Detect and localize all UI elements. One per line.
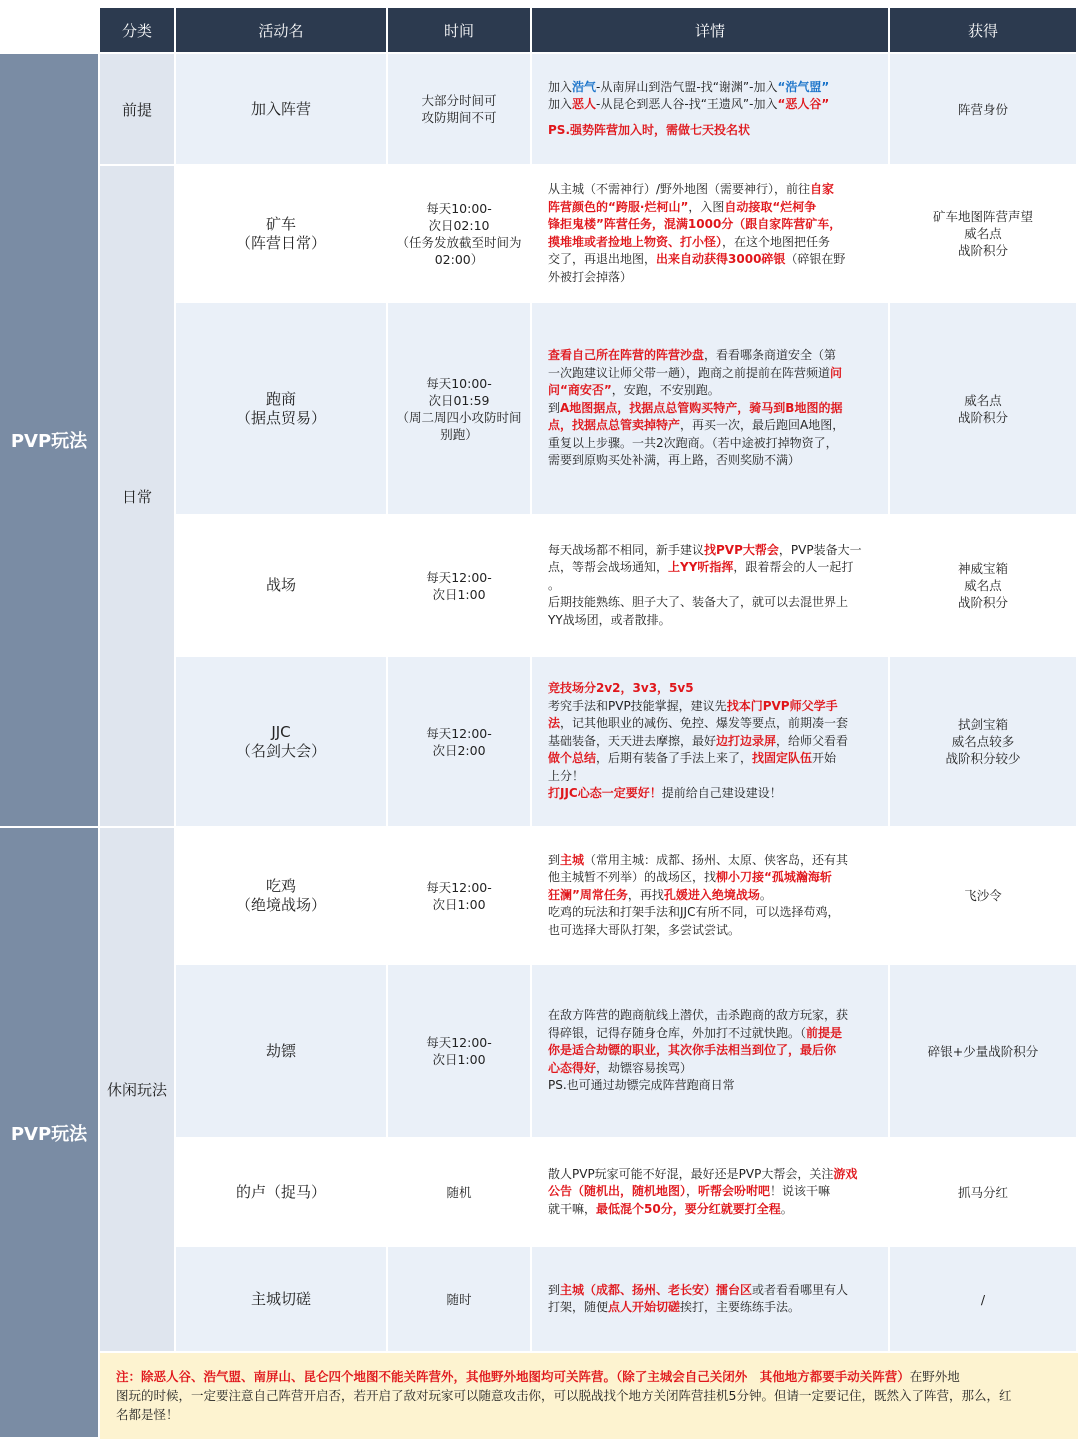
activity-gain-line: 威名点较多 [951,734,1015,749]
activity-detail-line [548,234,878,252]
activity-detail-text: ，给师父看看 [776,733,849,748]
activity-detail-line [548,1060,878,1078]
activity-detail-line [548,181,878,199]
activity-detail-line [548,715,878,733]
activity-detail-text: 心态得好 [548,1060,597,1075]
activity-time-line: 次日1:00 [432,586,486,602]
activity-detail-text: 公告（随机出，随机地图） [548,1184,687,1199]
activity-gain [890,1247,1078,1353]
activity-detail-line [548,199,878,217]
activity-detail-text: YY战场团，或者散排。 [548,612,671,627]
activity-detail-text: 锋拒鬼楼”阵营任务 [548,217,652,231]
activity-detail-text: 。 [759,887,772,902]
activity-time [388,828,532,965]
activity-time-line: 次日1:00 [432,1052,486,1067]
activity-detail-text: 打JJC心态一定要好！ [548,786,662,801]
activity-gain-line: 战阶积分 [957,243,1008,258]
activity-gain [890,828,1078,965]
activity-time-line: 大部分时间可 [421,93,497,108]
activity-detail-line [548,347,878,365]
activity-detail-line [548,750,878,768]
activity-detail-line [548,1025,878,1043]
activity-detail-line [548,852,878,870]
activity-detail-text: ，劫镖容易挨骂） [596,1060,693,1075]
activity-time [388,54,532,166]
activity-time-line: 每天12:00- [426,1035,492,1050]
activity-time [388,516,532,657]
activity-gain [890,1139,1078,1247]
activity-detail [532,965,890,1139]
activity-detail-text: ，后期有装备了手法上来了， [596,751,753,766]
activity-detail-text: 问 [830,365,843,380]
activity-detail-text: 考究手法和PVP技能掌握，建议先 [548,698,727,713]
activity-detail-line [548,733,878,751]
activity-time [388,965,532,1139]
activity-gain-line: 碎银+少量战阶积分 [927,1043,1039,1059]
activity-name-line: 主城切磋 [250,1289,311,1308]
activity-time-line: 次日2:00 [432,742,486,758]
activity-detail-text: 到 [548,400,561,415]
activity-detail-text: 阵营颜色的“跨服·烂柯山” [548,199,689,214]
activity-time-line: 随时 [446,1291,472,1307]
activity-time-line: 次日01:59 [428,392,490,408]
activity-detail-text: 自家 [810,182,835,196]
activity-detail-text: 每天战场都不相同，新手建议 [548,542,705,557]
activity-detail-text: ，混满1000分（跟自家阵营矿车， [651,217,842,231]
activity-detail-text: 浩气 [572,79,597,94]
activity-detail-text: 上分！ [548,768,585,783]
activity-name-line: 加入阵营 [250,99,311,118]
activity-name [176,1247,388,1353]
activity-detail-text: 。 [780,1201,793,1216]
activity-gain [890,303,1078,516]
activity-gain-line: 矿车地图阵营声望 [932,209,1033,224]
activity-detail-text: 做个总结 [548,751,597,766]
activity-detail-line [548,904,878,922]
activity-detail-text: 上YY听指挥 [668,560,734,575]
activity-gain-line: 神威宝箱 [957,561,1008,576]
activity-gain-line: / [980,1291,986,1307]
activity-detail-line [548,785,878,803]
activity-gain-line: 抓马分红 [957,1184,1008,1200]
activity-detail-text: ！说该干嘛 [770,1184,831,1199]
activity-detail-text: 需要到原购买处补满，再上路，否则奖励不满） [548,453,801,468]
activity-detail-line [548,768,878,786]
activity-detail-text: 边打边录屏 [716,733,777,748]
activity-detail-text: 恶人 [572,97,597,112]
activity-detail [532,657,890,828]
activity-detail-line [548,559,878,577]
activity-name-line: 战场 [265,576,296,594]
activity-detail-line [548,542,878,560]
activity-name [176,303,388,516]
header-time: 时间 [388,8,532,54]
activity-detail-text: 他主城暂不列举）的战场区，找 [548,870,717,885]
activity-detail-text: 加入 [548,97,573,112]
activity-time-line: 攻防期间不可 [421,110,497,125]
activity-detail-text: ， [686,1184,699,1199]
activity-detail-text: 游戏 [833,1166,858,1181]
activity-detail-text: 出来自动获得3000碎银 [656,252,786,266]
activity-detail-text: 到 [548,1282,561,1297]
footer-note-text: 在野外地 [909,1369,960,1384]
activity-name [176,516,388,657]
activity-detail-text: 就干嘛， [548,1201,597,1216]
activity-detail [532,1247,890,1353]
activity-detail-line [548,1077,878,1095]
activity-detail-line [548,698,878,716]
activity-name-line: 劫镖 [265,1041,296,1060]
activity-detail-line [548,577,878,595]
activity-detail-line [548,922,878,940]
activity-name-line: （名剑大会） [235,741,326,760]
activity-detail [532,166,890,303]
activity-detail-text: ，安跑，不安别跑。 [611,383,720,398]
activity-detail-line [548,79,878,97]
activity-detail-text: 竞技场分2v2，3v3，5v5 [548,681,694,696]
activity-gain-line: 拭剑宝箱 [957,717,1008,732]
activity-detail-text: 查看自己所在阵营的阵营沙盘 [548,348,705,363]
group-pvp-1: PVP玩法 [0,54,100,828]
activity-detail [532,303,890,516]
activity-detail-text: ，跟着帮会的人一起打 [733,560,854,575]
activity-time-line: （周二周四小攻防时间 [396,409,522,425]
header-category: 分类 [100,8,176,54]
activity-detail-text: 法 [548,716,561,731]
activity-detail-line [548,400,878,418]
activity-gain-line: 战阶积分 [957,595,1008,610]
activity-time-line: 每天10:00- [426,200,492,216]
activity-detail-text: 交了，再退出地图， [548,252,657,266]
activity-detail-text: 开始 [812,751,837,766]
subcategory-daily: 日常 [100,166,176,828]
activity-detail-line [548,1201,878,1219]
activity-detail-line [548,269,878,287]
activity-gain [890,516,1078,657]
activity-detail-text: 或者看看哪里有人 [752,1282,849,1297]
activity-detail-line [548,216,878,234]
activity-detail-text: 点，等帮会战场通知， [548,560,669,575]
activity-detail-line [548,122,878,140]
footer-note-line [116,1367,1064,1386]
activity-detail-line [548,435,878,453]
activity-name-line: JJC [271,722,291,741]
activity-detail-text: 问“商安否” [548,383,612,398]
activity-detail-text: 摸堆堆或者捡地上物资、打小怪） [548,234,723,249]
activity-detail-line [548,1299,878,1317]
activity-time [388,1247,532,1353]
activity-name [176,166,388,303]
activity-name [176,828,388,965]
activity-detail-text: （常用主城：成都、扬州、太原、侠客岛，还有其 [584,852,849,867]
activity-time [388,303,532,516]
footer-note-text: 图玩的时候，一定要注意自己阵营开启否，若开启了敌对玩家可以随意攻击你，可以脱战找个地方关闭阵营挂机5分钟。但请一定要记住，既然入了阵营，那么，红 [116,1388,1012,1403]
activity-detail-text: 柳小刀接“孤城瀚海斩 [716,870,832,885]
activity-name-line: （据点贸易） [235,408,326,427]
activity-detail-line [548,594,878,612]
activity-time-line: 02:00） [434,251,484,267]
activity-time-line: 每天12:00- [426,725,492,741]
activity-detail-text: PS.强势阵营加入时，需做七天投名状 [548,122,750,137]
footer-note-line [116,1405,1064,1424]
activity-detail-text: 重复以上步骤。一共2次跑商。（若中途被打掉物资了， [548,435,838,450]
group-pvp-2: PVP玩法 [0,828,100,1439]
activity-detail-text: 散人PVP玩家可能不好混，最好还是PVP大帮会，关注 [548,1166,834,1181]
activity-gain-line: 飞沙令 [964,888,1002,903]
activity-name [176,1139,388,1247]
activity-detail-text: ，再找 [627,887,664,902]
activity-detail-text: 在敌方阵营的跑商航线上潜伏，击杀跑商的敌方玩家，获 [548,1008,849,1023]
activity-detail-text: 也可选择大哥队打架，多尝试尝试。 [548,922,741,937]
activity-detail-line [548,96,878,114]
activity-detail-line [548,612,878,630]
activity-name-line: （绝境战场） [235,895,326,914]
activity-gain-line: 威名点 [964,226,1002,241]
activity-detail-text: 点，找据点总管卖掉特产 [548,418,681,433]
activity-gain [890,54,1078,166]
activity-detail-text: ，PVP装备大一 [778,542,862,557]
activity-detail-text: 提前给自己建设建设！ [661,786,782,801]
activity-detail-text: ，看看哪条商道安全（第 [704,348,837,363]
activity-time [388,166,532,303]
activity-detail-line [548,1183,878,1201]
activity-detail-text: 找PVP大帮会 [704,542,779,557]
header-gain: 获得 [890,8,1078,54]
activity-detail-line [548,452,878,470]
activity-detail-text: 主城（成都、扬州、老长安）擂台区 [560,1282,753,1297]
activity-detail-text: -从昆仑到恶人谷-找“王遗风”-加入 [596,97,778,112]
activity-detail [532,1139,890,1247]
activity-detail-line [548,365,878,383]
activity-detail-line [548,114,878,122]
activity-detail-text: ，再买一次，最后跑回A地图， [680,418,845,433]
activity-detail-text: 一次跑建议让师父带一趟），跑商之前提前在阵营频道 [548,365,831,380]
activity-detail-text: 最低混个50分，要分红就要打全程 [596,1201,781,1216]
activity-time-line: 次日02:10 [428,217,490,233]
activity-time-line: 次日1:00 [432,896,486,912]
activity-detail-text: 基础装备，天天进去摩擦，最好 [548,733,717,748]
activity-detail-text: 孔媛进入绝境战场 [663,887,760,902]
activity-time-line: 每天12:00- [426,569,492,585]
activity-detail [532,54,890,166]
activity-detail-text: 。 [548,577,561,592]
activity-name-line: （阵营日常） [235,233,326,252]
subcategory-leisure: 休闲玩法 [100,828,176,1353]
activity-detail-text: 自动接取“烂柯争 [724,199,817,214]
activity-detail-text: “浩气盟” [777,79,830,94]
activity-detail-text: 吃鸡的玩法和打架手法和JJC有所不同，可以选择苟鸡， [548,905,840,920]
activity-detail-text: 前提是 [806,1025,843,1040]
activity-name-line: 的卢（捉马） [235,1182,326,1201]
activity-gain [890,657,1078,828]
footer-note-line [116,1386,1064,1405]
activity-gain-line: 阵营身份 [957,101,1008,117]
activity-detail-text: ，在这个地图把任务 [722,234,831,249]
activity-detail-text: 你是适合劫镖的职业，其次你手法相当到位了，最后你 [548,1043,837,1058]
activity-detail-text: “恶人谷” [777,97,830,112]
activity-detail-line [548,417,878,435]
activity-time-line: 每天12:00- [426,879,492,895]
activity-detail-line [548,1166,878,1184]
activity-detail-text: 找固定队伍 [752,751,813,766]
activity-name [176,965,388,1139]
activity-detail-line [548,887,878,905]
header-detail: 详情 [532,8,890,54]
activity-gain-line: 战阶积分 [957,409,1008,425]
activity-detail-text: ，记其他职业的减伤、免控、爆发等要点，前期凑一套 [560,716,849,731]
activity-gain [890,965,1078,1139]
activity-time [388,1139,532,1247]
activity-detail-text: 加入 [548,79,573,94]
activity-name [176,54,388,166]
activity-detail-line [548,382,878,400]
activity-detail [532,516,890,657]
activity-detail-text: 外被打会掉落） [548,269,633,284]
header-activity: 活动名 [176,8,388,54]
activity-name-line: 跑商 [265,389,296,408]
activity-detail-text: 从主城（不需神行）/野外地图（需要神行），前往 [548,182,811,196]
activity-detail-line [548,1042,878,1060]
activity-time-line: 随机 [446,1184,472,1200]
activity-time-line: 别跑） [440,426,478,442]
activity-detail-line [548,251,878,269]
activity-detail-text: 点人开始切磋 [608,1300,681,1314]
activity-detail-text: 打架，随便 [548,1300,609,1314]
activity-detail-text: 找本门PVP师父学手 [726,698,838,713]
activity-detail-text: 得碎银，记得存随身仓库，外加打不过就快跑。（ [548,1025,807,1040]
activity-detail-line [548,869,878,887]
activity-gain-line: 威名点 [964,578,1002,593]
activity-gain [890,166,1078,303]
activity-name [176,657,388,828]
activity-detail-line [548,1282,878,1300]
activity-detail-text: 听帮会吩咐吧 [698,1184,771,1199]
activity-detail-text: PS.也可通过劫镖完成阵营跑商日常 [548,1078,735,1093]
activity-detail-text: 挨打，主要练练手法。 [680,1300,801,1314]
footer-note-text: 名都是怪！ [116,1407,179,1422]
activity-detail-text: 主城 [560,852,585,867]
activity-time-line: 每天10:00- [426,375,492,391]
activity-detail-text: （碎银在野 [785,252,846,266]
activity-gain-line: 战阶积分较少 [945,751,1021,766]
footer-note [100,1353,1078,1439]
activity-detail [532,828,890,965]
activity-time-line: （任务发放截至时间为 [396,234,522,250]
activity-detail-text: 后期技能熟练、胆子大了、装备大了，就可以去混世界上 [548,595,849,610]
activity-gain-line: 威名点 [964,392,1002,408]
activity-detail-line [548,1007,878,1025]
activity-detail-line [548,680,878,698]
activity-detail-text: 狂澜”周常任务 [548,887,628,902]
activity-detail-text: A地图据点，找据点总管购买特产，骑马到B地图的据 [560,400,843,415]
activity-detail-text: -从南屏山到浩气盟-找“谢渊”-加入 [596,79,778,94]
activity-name-line: 矿车 [265,214,296,233]
activity-detail-text: ，入图 [688,199,725,214]
footer-note-text: 注：除恶人谷、浩气盟、南屏山、昆仑四个地图不能关阵营外，其他野外地图均可关阵营。（除了主城会自己关闭外 其他地方都要手动关阵营） [116,1369,910,1384]
subcategory-prerequisite: 前提 [100,54,176,166]
activity-detail-text: 到 [548,852,561,867]
activity-time [388,657,532,828]
activity-name-line: 吃鸡 [265,876,296,895]
